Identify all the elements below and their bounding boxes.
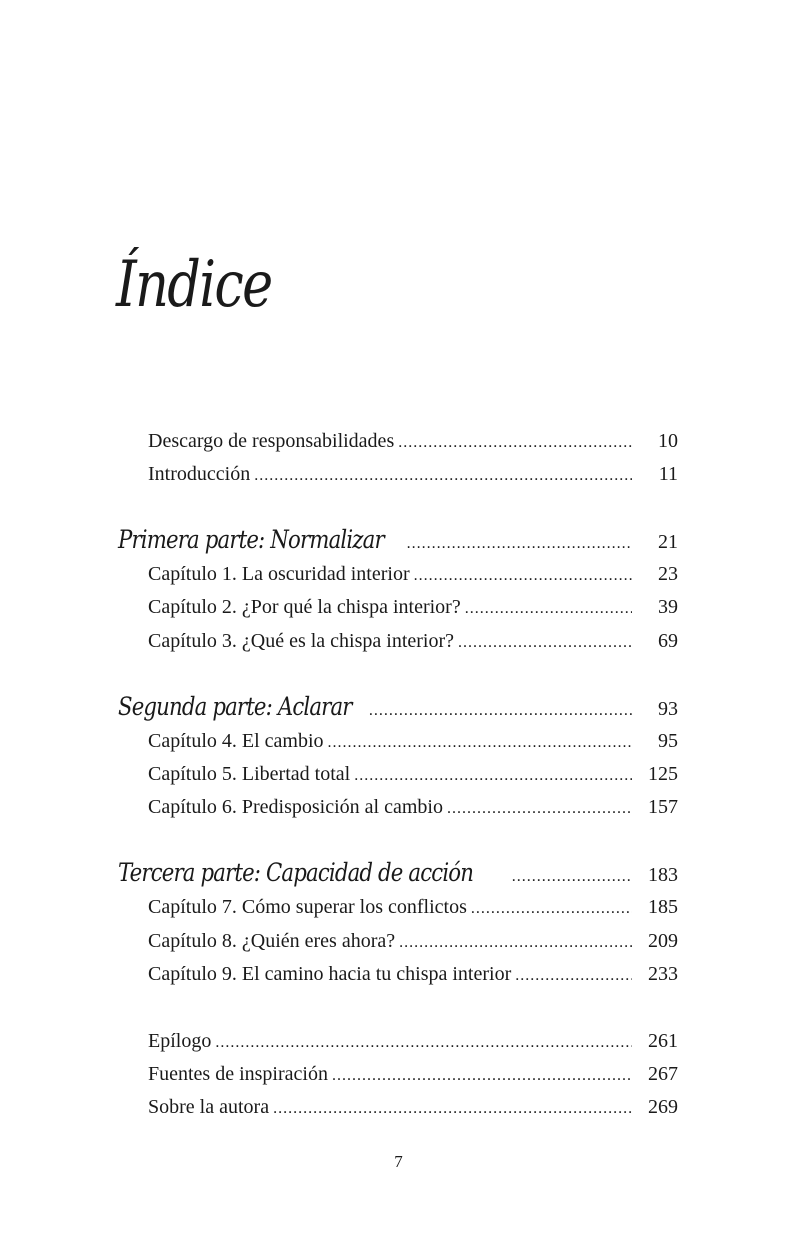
toc-entry (148, 1092, 678, 1122)
toc-label: Introducción (148, 463, 251, 485)
toc-page: 11 (658, 463, 678, 485)
toc-label: Fuentes de inspiración (148, 1063, 328, 1085)
page-number: 7 (394, 1152, 403, 1171)
toc-entry (148, 892, 678, 922)
dot-leader (465, 594, 632, 624)
toc-page: 10 (658, 430, 678, 452)
dot-leader (447, 794, 632, 824)
toc-entry (148, 759, 678, 789)
toc-entry (148, 459, 678, 489)
dot-leader (332, 1061, 632, 1091)
toc-label: Capítulo 8. ¿Quién eres ahora? (148, 930, 396, 952)
toc-label: Capítulo 6. Predisposición al cambio (148, 796, 443, 818)
toc-entry (148, 1059, 678, 1089)
toc-entry (148, 592, 678, 622)
dot-leader (458, 628, 632, 658)
toc-page: 157 (648, 796, 678, 818)
toc-label: Capítulo 2. ¿Por qué la chispa interior? (148, 596, 461, 618)
dot-leader (414, 561, 632, 591)
toc-page: 261 (648, 1030, 678, 1052)
dot-leader (254, 461, 632, 491)
toc-label: Primera parte: Normalizar (118, 525, 384, 554)
toc-entry (148, 726, 678, 756)
toc-label: Capítulo 7. Cómo superar los conflictos (148, 896, 467, 918)
dot-leader (407, 529, 632, 559)
toc-entry (148, 792, 678, 822)
dot-leader (399, 928, 632, 958)
toc-page: 21 (658, 531, 678, 553)
toc-page: 267 (648, 1063, 678, 1085)
toc-page: 93 (658, 698, 678, 720)
page-title: Índice (116, 248, 272, 322)
toc-entry (148, 926, 678, 956)
toc-label: Segunda parte: Aclarar (118, 692, 352, 721)
dot-leader (515, 961, 632, 991)
toc-page: 183 (648, 864, 678, 886)
toc-entry (148, 426, 678, 456)
toc-part-heading (118, 525, 678, 555)
dot-leader (273, 1094, 632, 1124)
toc-label: Capítulo 9. El camino hacia tu chispa interior (148, 963, 512, 985)
toc-part-heading (118, 692, 678, 722)
toc-part-heading (118, 858, 678, 888)
dot-leader (215, 1028, 632, 1058)
toc-page: 125 (648, 763, 678, 785)
toc-label: Descargo de responsabilidades (148, 430, 395, 452)
toc-page: 23 (658, 563, 678, 585)
dot-leader (328, 728, 632, 758)
dot-leader (369, 696, 632, 726)
toc-entry (148, 959, 678, 989)
toc-entry (148, 559, 678, 589)
toc-label: Capítulo 3. ¿Qué es la chispa interior? (148, 630, 455, 652)
toc-page: 39 (658, 596, 678, 618)
dot-leader (471, 894, 632, 924)
dot-leader (512, 862, 632, 892)
toc-label: Sobre la autora (148, 1096, 270, 1118)
toc-page: 69 (658, 630, 678, 652)
toc-label: Capítulo 5. Libertad total (148, 763, 351, 785)
toc-label: Capítulo 1. La oscuridad interior (148, 563, 410, 585)
toc-entry (148, 626, 678, 656)
toc-label: Tercera parte: Capacidad de acción (118, 858, 474, 887)
toc-page: 185 (648, 896, 678, 918)
toc-page: 95 (658, 730, 678, 752)
dot-leader (354, 761, 632, 791)
dot-leader (398, 428, 632, 458)
toc-entry (148, 1026, 678, 1056)
toc-page: 233 (648, 963, 678, 985)
toc-label: Capítulo 4. El cambio (148, 730, 324, 752)
toc-page: 269 (648, 1096, 678, 1118)
toc-label: Epílogo (148, 1030, 212, 1052)
toc-page: 209 (648, 930, 678, 952)
